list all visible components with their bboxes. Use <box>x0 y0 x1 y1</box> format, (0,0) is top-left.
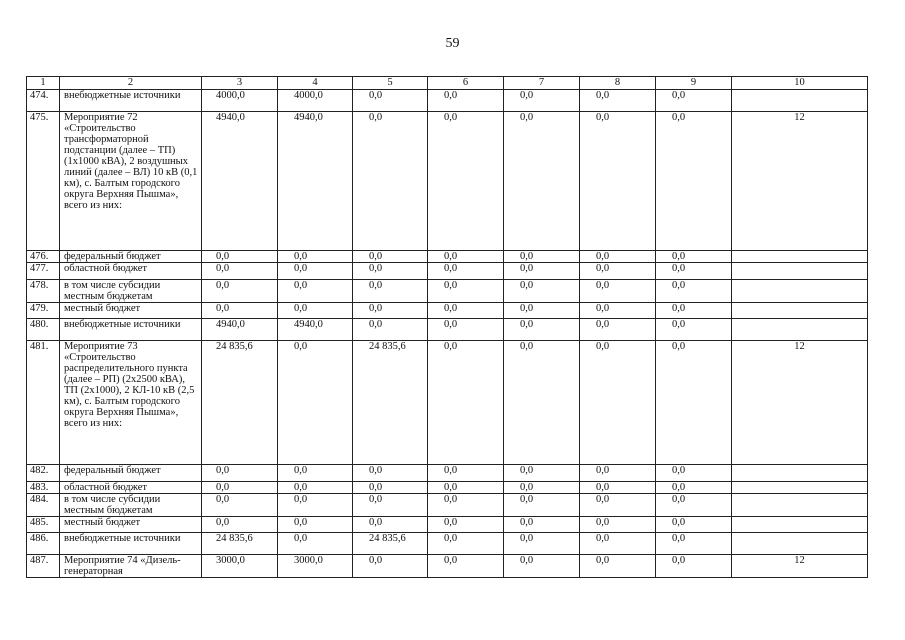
column-header: 7 <box>504 77 580 90</box>
value-col-5: 0,0 <box>353 280 428 303</box>
value-col-8: 0,0 <box>580 319 656 341</box>
value-col-8: 0,0 <box>580 303 656 319</box>
value-col-8: 0,0 <box>580 112 656 251</box>
value-col-5: 0,0 <box>353 303 428 319</box>
row-number: 485. <box>27 517 60 533</box>
value-col-5: 0,0 <box>353 465 428 482</box>
target-indicator <box>732 90 868 112</box>
target-indicator <box>732 280 868 303</box>
item-name: местный бюджет <box>60 517 202 533</box>
value-col-4: 4940,0 <box>278 319 353 341</box>
value-col-4: 0,0 <box>278 263 353 280</box>
value-col-8: 0,0 <box>580 251 656 263</box>
value-col-6: 0,0 <box>428 263 504 280</box>
value-col-3: 0,0 <box>202 465 278 482</box>
table-row <box>27 303 868 319</box>
value-col-7: 0,0 <box>504 303 580 319</box>
value-col-9: 0,0 <box>656 482 732 494</box>
column-header: 10 <box>732 77 868 90</box>
value-col-8: 0,0 <box>580 263 656 280</box>
table-row <box>27 465 868 482</box>
item-name: областной бюджет <box>60 482 202 494</box>
column-header: 5 <box>353 77 428 90</box>
value-col-9: 0,0 <box>656 465 732 482</box>
value-col-4: 0,0 <box>278 494 353 517</box>
target-indicator <box>732 517 868 533</box>
target-indicator: 12 <box>732 341 868 465</box>
value-col-3: 0,0 <box>202 494 278 517</box>
value-col-8: 0,0 <box>580 533 656 555</box>
value-col-4: 4940,0 <box>278 112 353 251</box>
value-col-8: 0,0 <box>580 465 656 482</box>
value-col-4: 0,0 <box>278 341 353 465</box>
table-row <box>27 341 868 465</box>
value-col-3: 4940,0 <box>202 319 278 341</box>
budget-table <box>26 76 868 578</box>
value-col-5: 0,0 <box>353 263 428 280</box>
value-col-3: 0,0 <box>202 517 278 533</box>
value-col-5: 0,0 <box>353 319 428 341</box>
row-number: 477. <box>27 263 60 280</box>
value-col-3: 24 835,6 <box>202 533 278 555</box>
value-col-7: 0,0 <box>504 533 580 555</box>
value-col-7: 0,0 <box>504 482 580 494</box>
value-col-3: 24 835,6 <box>202 341 278 465</box>
row-number: 483. <box>27 482 60 494</box>
row-number: 474. <box>27 90 60 112</box>
value-col-5: 0,0 <box>353 494 428 517</box>
target-indicator <box>732 303 868 319</box>
table-row <box>27 482 868 494</box>
value-col-7: 0,0 <box>504 251 580 263</box>
column-header: 9 <box>656 77 732 90</box>
value-col-8: 0,0 <box>580 90 656 112</box>
table-row <box>27 533 868 555</box>
row-number: 476. <box>27 251 60 263</box>
row-number: 475. <box>27 112 60 251</box>
column-header: 6 <box>428 77 504 90</box>
value-col-9: 0,0 <box>656 341 732 465</box>
value-col-9: 0,0 <box>656 517 732 533</box>
value-col-6: 0,0 <box>428 280 504 303</box>
value-col-6: 0,0 <box>428 319 504 341</box>
value-col-5: 0,0 <box>353 112 428 251</box>
table-row <box>27 555 868 578</box>
table-row <box>27 251 868 263</box>
value-col-3: 4000,0 <box>202 90 278 112</box>
value-col-7: 0,0 <box>504 494 580 517</box>
value-col-5: 0,0 <box>353 517 428 533</box>
column-header: 3 <box>202 77 278 90</box>
value-col-3: 0,0 <box>202 303 278 319</box>
value-col-6: 0,0 <box>428 494 504 517</box>
table-row <box>27 112 868 251</box>
value-col-4: 0,0 <box>278 303 353 319</box>
value-col-9: 0,0 <box>656 494 732 517</box>
value-col-4: 0,0 <box>278 482 353 494</box>
table-row <box>27 280 868 303</box>
value-col-3: 0,0 <box>202 251 278 263</box>
target-indicator <box>732 263 868 280</box>
value-col-6: 0,0 <box>428 303 504 319</box>
target-indicator <box>732 251 868 263</box>
value-col-7: 0,0 <box>504 319 580 341</box>
value-col-6: 0,0 <box>428 341 504 465</box>
row-number: 482. <box>27 465 60 482</box>
value-col-7: 0,0 <box>504 90 580 112</box>
table-row <box>27 263 868 280</box>
value-col-7: 0,0 <box>504 517 580 533</box>
value-col-3: 0,0 <box>202 482 278 494</box>
value-col-5: 0,0 <box>353 251 428 263</box>
value-col-4: 4000,0 <box>278 90 353 112</box>
value-col-3: 0,0 <box>202 263 278 280</box>
row-number: 486. <box>27 533 60 555</box>
value-col-9: 0,0 <box>656 303 732 319</box>
value-col-9: 0,0 <box>656 280 732 303</box>
target-indicator: 12 <box>732 555 868 578</box>
column-header: 2 <box>60 77 202 90</box>
value-col-3: 0,0 <box>202 280 278 303</box>
row-number: 484. <box>27 494 60 517</box>
item-name: областной бюджет <box>60 263 202 280</box>
target-indicator <box>732 319 868 341</box>
value-col-5: 0,0 <box>353 90 428 112</box>
item-name: федеральный бюджет <box>60 251 202 263</box>
value-col-7: 0,0 <box>504 112 580 251</box>
item-name: в том числе субсидии местным бюджетам <box>60 280 202 303</box>
value-col-6: 0,0 <box>428 251 504 263</box>
value-col-8: 0,0 <box>580 517 656 533</box>
value-col-7: 0,0 <box>504 555 580 578</box>
value-col-4: 3000,0 <box>278 555 353 578</box>
column-header: 1 <box>27 77 60 90</box>
value-col-9: 0,0 <box>656 533 732 555</box>
value-col-9: 0,0 <box>656 251 732 263</box>
item-name: федеральный бюджет <box>60 465 202 482</box>
value-col-4: 0,0 <box>278 517 353 533</box>
item-name: в том числе субсидии местным бюджетам <box>60 494 202 517</box>
table-row <box>27 319 868 341</box>
value-col-9: 0,0 <box>656 319 732 341</box>
value-col-6: 0,0 <box>428 533 504 555</box>
row-number: 487. <box>27 555 60 578</box>
value-col-6: 0,0 <box>428 465 504 482</box>
value-col-6: 0,0 <box>428 482 504 494</box>
target-indicator <box>732 494 868 517</box>
table-row <box>27 517 868 533</box>
value-col-5: 0,0 <box>353 482 428 494</box>
value-col-3: 3000,0 <box>202 555 278 578</box>
page-number: 59 <box>445 36 460 51</box>
item-name: внебюджетные источники <box>60 533 202 555</box>
value-col-7: 0,0 <box>504 465 580 482</box>
value-col-6: 0,0 <box>428 517 504 533</box>
value-col-9: 0,0 <box>656 555 732 578</box>
row-number: 478. <box>27 280 60 303</box>
value-col-7: 0,0 <box>504 263 580 280</box>
value-col-8: 0,0 <box>580 494 656 517</box>
table-body <box>27 77 868 578</box>
value-col-8: 0,0 <box>580 482 656 494</box>
value-col-9: 0,0 <box>656 112 732 251</box>
value-col-4: 0,0 <box>278 533 353 555</box>
item-name: Мероприятие 73 «Строительство распределительного пункта (далее – РП) (2х2500 кВА), ТП (2х1000), 2 КЛ-10 кВ (2,5 км), с. Балтым городского округа Верхняя Пышма», всего из них: <box>60 341 202 465</box>
item-name: внебюджетные источники <box>60 319 202 341</box>
value-col-5: 0,0 <box>353 555 428 578</box>
value-col-6: 0,0 <box>428 555 504 578</box>
target-indicator <box>732 482 868 494</box>
item-name: Мероприятие 74 «Дизель-генераторная <box>60 555 202 578</box>
column-header: 8 <box>580 77 656 90</box>
value-col-9: 0,0 <box>656 90 732 112</box>
column-header: 4 <box>278 77 353 90</box>
value-col-8: 0,0 <box>580 555 656 578</box>
item-name: Мероприятие 72 «Строительство трансформаторной подстанции (далее – ТП) (1х1000 кВА), 2 воздушных линий (далее – ВЛ) 10 кВ (0,1 км), с. Балтым городского округа Верхняя Пышма», всего из них: <box>60 112 202 251</box>
value-col-4: 0,0 <box>278 465 353 482</box>
value-col-7: 0,0 <box>504 341 580 465</box>
column-number-row <box>27 77 868 90</box>
row-number: 479. <box>27 303 60 319</box>
target-indicator <box>732 465 868 482</box>
row-number: 480. <box>27 319 60 341</box>
target-indicator: 12 <box>732 112 868 251</box>
value-col-5: 24 835,6 <box>353 341 428 465</box>
value-col-9: 0,0 <box>656 263 732 280</box>
table-row <box>27 90 868 112</box>
item-name: внебюджетные источники <box>60 90 202 112</box>
value-col-8: 0,0 <box>580 280 656 303</box>
value-col-6: 0,0 <box>428 112 504 251</box>
value-col-8: 0,0 <box>580 341 656 465</box>
value-col-4: 0,0 <box>278 280 353 303</box>
value-col-4: 0,0 <box>278 251 353 263</box>
row-number: 481. <box>27 341 60 465</box>
value-col-5: 24 835,6 <box>353 533 428 555</box>
item-name: местный бюджет <box>60 303 202 319</box>
target-indicator <box>732 533 868 555</box>
value-col-3: 4940,0 <box>202 112 278 251</box>
table-row <box>27 494 868 517</box>
value-col-7: 0,0 <box>504 280 580 303</box>
value-col-6: 0,0 <box>428 90 504 112</box>
